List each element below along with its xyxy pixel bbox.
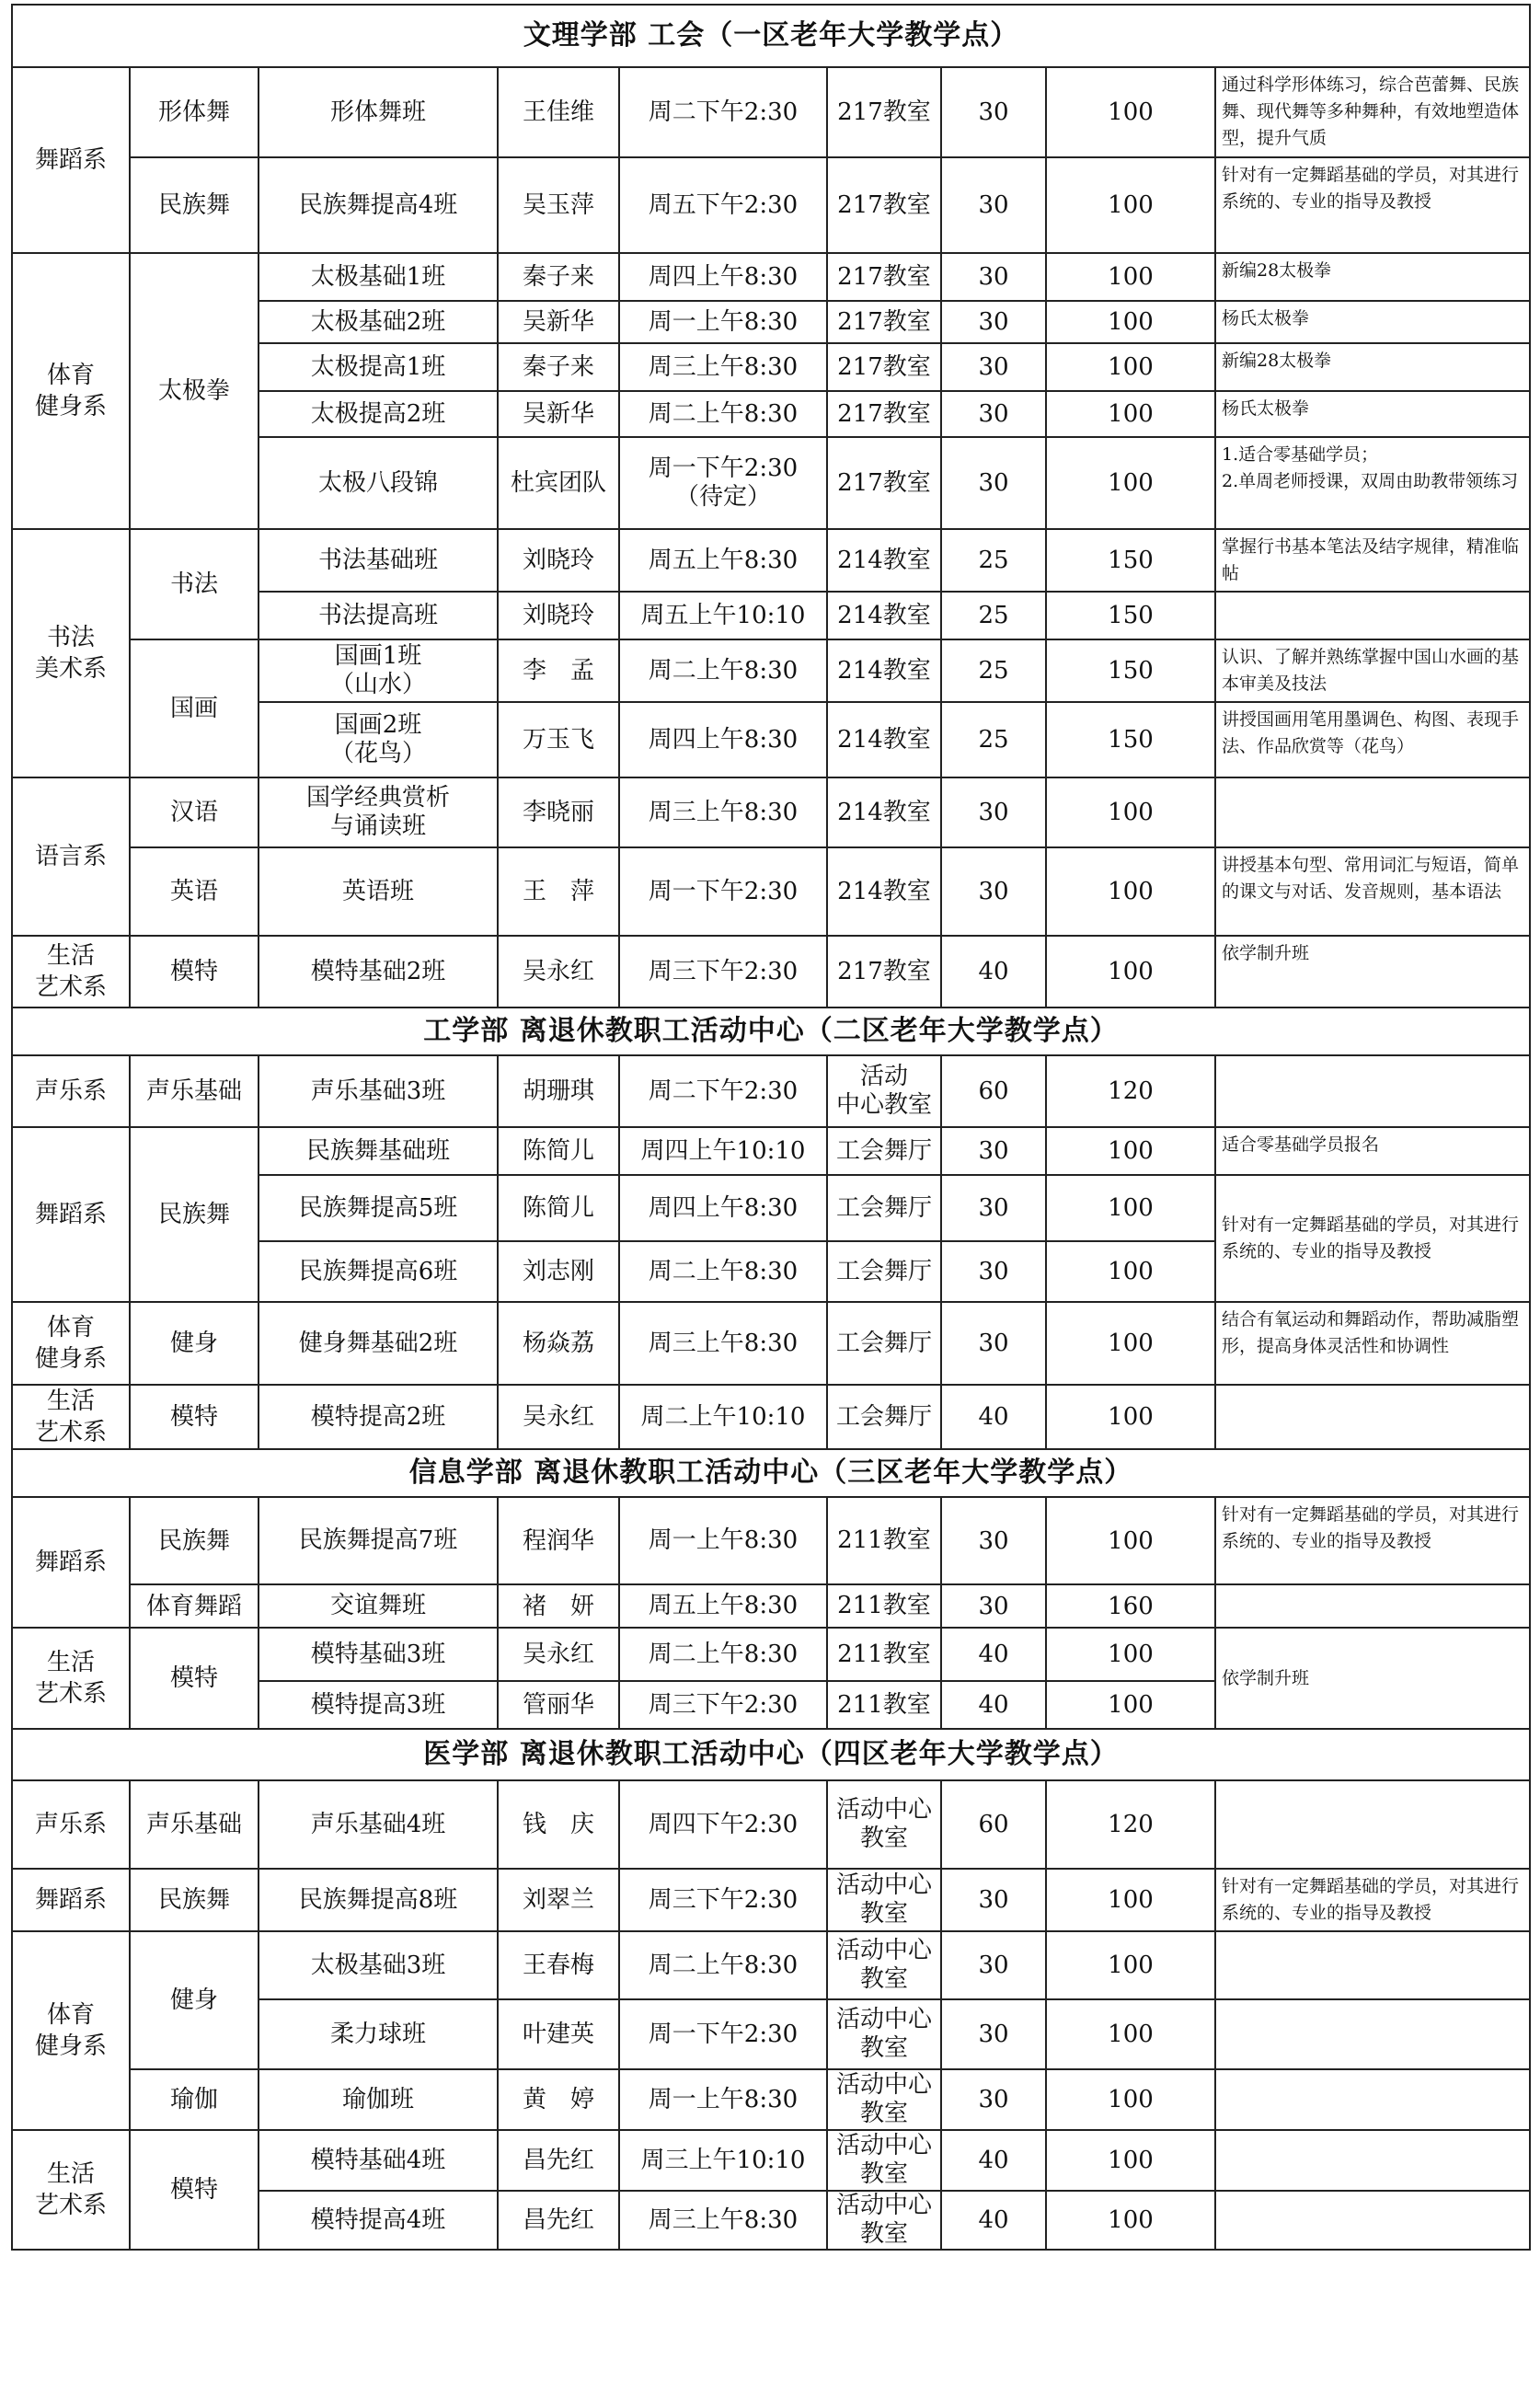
- note-cell: 新编28太极拳: [1215, 343, 1530, 391]
- note-cell: 1.适合零基础学员； 2.单周老师授课，双周由助教带领练习: [1215, 437, 1530, 529]
- table-row: [12, 1127, 1530, 1175]
- note-cell: [1215, 1780, 1530, 1869]
- department-cell: 书法 美术系: [12, 529, 130, 777]
- room-cell: 217教室: [827, 253, 941, 301]
- department-cell: 声乐系: [12, 1780, 130, 1869]
- department-cell: 舞蹈系: [12, 67, 130, 253]
- section-header-row: [12, 1729, 1530, 1780]
- hours-cell: 40: [941, 2191, 1046, 2250]
- table-row: [12, 529, 1530, 592]
- major-cell: 国画: [130, 639, 259, 777]
- fee-cell: 100: [1046, 391, 1215, 437]
- section-header-row: [12, 1449, 1530, 1497]
- fee-cell: 100: [1046, 2191, 1215, 2250]
- time-cell: 周一下午2:30 （待定）: [619, 437, 827, 529]
- time-cell: 周四上午10:10: [619, 1127, 827, 1175]
- major-cell: 民族舞: [130, 1869, 259, 1931]
- time-cell: 周四下午2:30: [619, 1780, 827, 1869]
- teacher-cell: 刘晓玲: [498, 592, 619, 639]
- time-cell: 周五下午2:30: [619, 157, 827, 253]
- fee-cell: 100: [1046, 1497, 1215, 1584]
- fee-cell: 100: [1046, 1241, 1215, 1302]
- hours-cell: 30: [941, 253, 1046, 301]
- class-name-cell: 民族舞提高7班: [259, 1497, 498, 1584]
- table-row: [12, 2069, 1530, 2130]
- time-cell: 周一下午2:30: [619, 1999, 827, 2069]
- hours-cell: 30: [941, 1127, 1046, 1175]
- fee-cell: 100: [1046, 2130, 1215, 2191]
- note-cell: 针对有一定舞蹈基础的学员，对其进行系统的、专业的指导及教授: [1215, 1869, 1530, 1931]
- note-cell: 依学制升班: [1215, 936, 1530, 1008]
- major-cell: 瑜伽: [130, 2069, 259, 2130]
- room-cell: 214教室: [827, 847, 941, 936]
- teacher-cell: 杜宾团队: [498, 437, 619, 529]
- table-row: [12, 1780, 1530, 1869]
- fee-cell: 100: [1046, 157, 1215, 253]
- major-cell: 体育舞蹈: [130, 1584, 259, 1628]
- hours-cell: 40: [941, 1385, 1046, 1449]
- teacher-cell: 刘晓玲: [498, 529, 619, 592]
- time-cell: 周三下午2:30: [619, 1681, 827, 1729]
- class-name-cell: 柔力球班: [259, 1999, 498, 2069]
- time-cell: 周四上午8:30: [619, 253, 827, 301]
- major-cell: 形体舞: [130, 67, 259, 157]
- table-row: [12, 1302, 1530, 1385]
- section-title: 文理学部 工会（一区老年大学教学点）: [12, 5, 1530, 67]
- table-row: [12, 1869, 1530, 1931]
- class-name-cell: 太极基础2班: [259, 301, 498, 343]
- time-cell: 周二下午2:30: [619, 1055, 827, 1127]
- department-cell: 声乐系: [12, 1055, 130, 1127]
- room-cell: 工会舞厅: [827, 1385, 941, 1449]
- fee-cell: 100: [1046, 1931, 1215, 1999]
- time-cell: 周二上午8:30: [619, 1628, 827, 1681]
- fee-cell: 150: [1046, 702, 1215, 777]
- time-cell: 周三上午8:30: [619, 343, 827, 391]
- teacher-cell: 管丽华: [498, 1681, 619, 1729]
- fee-cell: 160: [1046, 1584, 1215, 1628]
- table-row: [12, 639, 1530, 702]
- note-cell: 针对有一定舞蹈基础的学员，对其进行系统的、专业的指导及教授: [1215, 157, 1530, 253]
- hours-cell: 25: [941, 529, 1046, 592]
- note-cell: [1215, 1385, 1530, 1449]
- time-cell: 周一下午2:30: [619, 847, 827, 936]
- fee-cell: 100: [1046, 437, 1215, 529]
- hours-cell: 40: [941, 936, 1046, 1008]
- note-cell: 讲授基本句型、常用词汇与短语，简单的课文与对话、发音规则，基本语法: [1215, 847, 1530, 936]
- hours-cell: 30: [941, 67, 1046, 157]
- note-cell: [1215, 592, 1530, 639]
- class-name-cell: 交谊舞班: [259, 1584, 498, 1628]
- table-row: [12, 1584, 1530, 1628]
- teacher-cell: 钱 庆: [498, 1780, 619, 1869]
- note-cell: [1215, 2191, 1530, 2250]
- department-cell: 生活 艺术系: [12, 1628, 130, 1729]
- note-cell: [1215, 1931, 1530, 1999]
- table-row: [12, 777, 1530, 847]
- table-row: [12, 1385, 1530, 1449]
- department-cell: 体育 健身系: [12, 1302, 130, 1385]
- major-cell: 声乐基础: [130, 1055, 259, 1127]
- hours-cell: 40: [941, 1681, 1046, 1729]
- room-cell: 217教室: [827, 67, 941, 157]
- teacher-cell: 程润华: [498, 1497, 619, 1584]
- teacher-cell: 万玉飞: [498, 702, 619, 777]
- class-name-cell: 民族舞提高5班: [259, 1175, 498, 1241]
- class-name-cell: 形体舞班: [259, 67, 498, 157]
- time-cell: 周一上午8:30: [619, 2069, 827, 2130]
- table-row: [12, 157, 1530, 253]
- department-cell: 体育 健身系: [12, 253, 130, 529]
- class-name-cell: 模特提高3班: [259, 1681, 498, 1729]
- note-cell: [1215, 777, 1530, 847]
- hours-cell: 30: [941, 391, 1046, 437]
- time-cell: 周五上午10:10: [619, 592, 827, 639]
- fee-cell: 100: [1046, 1628, 1215, 1681]
- time-cell: 周二上午8:30: [619, 1241, 827, 1302]
- fee-cell: 100: [1046, 2069, 1215, 2130]
- hours-cell: 40: [941, 2130, 1046, 2191]
- room-cell: 217教室: [827, 157, 941, 253]
- room-cell: 工会舞厅: [827, 1302, 941, 1385]
- hours-cell: 30: [941, 437, 1046, 529]
- teacher-cell: 吴新华: [498, 301, 619, 343]
- teacher-cell: 李晓丽: [498, 777, 619, 847]
- room-cell: 211教室: [827, 1681, 941, 1729]
- class-name-cell: 太极基础3班: [259, 1931, 498, 1999]
- department-cell: 生活 艺术系: [12, 1385, 130, 1449]
- hours-cell: 30: [941, 1175, 1046, 1241]
- teacher-cell: 秦子来: [498, 253, 619, 301]
- note-cell: [1215, 1584, 1530, 1628]
- note-cell: 针对有一定舞蹈基础的学员，对其进行系统的、专业的指导及教授: [1215, 1175, 1530, 1302]
- class-name-cell: 太极八段锦: [259, 437, 498, 529]
- note-cell: 新编28太极拳: [1215, 253, 1530, 301]
- teacher-cell: 王佳维: [498, 67, 619, 157]
- teacher-cell: 秦子来: [498, 343, 619, 391]
- room-cell: 工会舞厅: [827, 1127, 941, 1175]
- hours-cell: 30: [941, 301, 1046, 343]
- room-cell: 211教室: [827, 1584, 941, 1628]
- room-cell: 214教室: [827, 529, 941, 592]
- room-cell: 217教室: [827, 343, 941, 391]
- teacher-cell: 陈简儿: [498, 1175, 619, 1241]
- teacher-cell: 褚 妍: [498, 1584, 619, 1628]
- room-cell: 214教室: [827, 777, 941, 847]
- teacher-cell: 王 萍: [498, 847, 619, 936]
- hours-cell: 60: [941, 1780, 1046, 1869]
- major-cell: 模特: [130, 936, 259, 1008]
- department-cell: 语言系: [12, 777, 130, 936]
- room-cell: 211教室: [827, 1497, 941, 1584]
- hours-cell: 60: [941, 1055, 1046, 1127]
- department-cell: 舞蹈系: [12, 1497, 130, 1628]
- teacher-cell: 吴新华: [498, 391, 619, 437]
- room-cell: 217教室: [827, 301, 941, 343]
- class-name-cell: 英语班: [259, 847, 498, 936]
- table-row: [12, 1628, 1530, 1681]
- fee-cell: 120: [1046, 1780, 1215, 1869]
- section-header-row: [12, 1008, 1530, 1055]
- major-cell: 健身: [130, 1302, 259, 1385]
- major-cell: 模特: [130, 1628, 259, 1729]
- major-cell: 健身: [130, 1931, 259, 2069]
- time-cell: 周三下午2:30: [619, 1869, 827, 1931]
- note-cell: 结合有氧运动和舞蹈动作，帮助减脂塑形，提高身体灵活性和协调性: [1215, 1302, 1530, 1385]
- class-name-cell: 民族舞提高4班: [259, 157, 498, 253]
- table-row: [12, 253, 1530, 301]
- class-name-cell: 模特提高2班: [259, 1385, 498, 1449]
- teacher-cell: 杨焱荔: [498, 1302, 619, 1385]
- class-name-cell: 太极基础1班: [259, 253, 498, 301]
- room-cell: 活动中心 教室: [827, 2191, 941, 2250]
- note-cell: 适合零基础学员报名: [1215, 1127, 1530, 1175]
- room-cell: 工会舞厅: [827, 1175, 941, 1241]
- table-row: [12, 936, 1530, 1008]
- note-cell: 掌握行书基本笔法及结字规律，精准临帖: [1215, 529, 1530, 592]
- class-name-cell: 书法提高班: [259, 592, 498, 639]
- fee-cell: 100: [1046, 936, 1215, 1008]
- hours-cell: 30: [941, 1931, 1046, 1999]
- room-cell: 214教室: [827, 592, 941, 639]
- room-cell: 活动 中心教室: [827, 1055, 941, 1127]
- fee-cell: 100: [1046, 1175, 1215, 1241]
- time-cell: 周一上午8:30: [619, 301, 827, 343]
- class-name-cell: 声乐基础4班: [259, 1780, 498, 1869]
- time-cell: 周二上午8:30: [619, 1931, 827, 1999]
- teacher-cell: 叶建英: [498, 1999, 619, 2069]
- fee-cell: 100: [1046, 1127, 1215, 1175]
- class-name-cell: 模特基础4班: [259, 2130, 498, 2191]
- time-cell: 周五上午8:30: [619, 529, 827, 592]
- time-cell: 周二上午10:10: [619, 1385, 827, 1449]
- table-row: [12, 1055, 1530, 1127]
- department-cell: 体育 健身系: [12, 1931, 130, 2130]
- class-name-cell: 声乐基础3班: [259, 1055, 498, 1127]
- fee-cell: 100: [1046, 847, 1215, 936]
- class-name-cell: 民族舞提高6班: [259, 1241, 498, 1302]
- note-cell: 讲授国画用笔用墨调色、构图、表现手法、作品欣赏等（花鸟）: [1215, 702, 1530, 777]
- major-cell: 太极拳: [130, 253, 259, 529]
- teacher-cell: 胡珊琪: [498, 1055, 619, 1127]
- room-cell: 活动中心 教室: [827, 1869, 941, 1931]
- class-name-cell: 太极提高1班: [259, 343, 498, 391]
- major-cell: 模特: [130, 2130, 259, 2250]
- table-row: [12, 847, 1530, 936]
- major-cell: 书法: [130, 529, 259, 639]
- hours-cell: 30: [941, 1999, 1046, 2069]
- fee-cell: 100: [1046, 67, 1215, 157]
- major-cell: 英语: [130, 847, 259, 936]
- note-cell: 杨氏太极拳: [1215, 391, 1530, 437]
- course-schedule-table: [11, 4, 1531, 2251]
- hours-cell: 30: [941, 1869, 1046, 1931]
- teacher-cell: 黄 婷: [498, 2069, 619, 2130]
- room-cell: 217教室: [827, 437, 941, 529]
- time-cell: 周一上午8:30: [619, 1497, 827, 1584]
- fee-cell: 100: [1046, 1999, 1215, 2069]
- class-name-cell: 瑜伽班: [259, 2069, 498, 2130]
- room-cell: 活动中心 教室: [827, 2069, 941, 2130]
- department-cell: 生活 艺术系: [12, 936, 130, 1008]
- table-row: [12, 1497, 1530, 1584]
- time-cell: 周三上午8:30: [619, 777, 827, 847]
- time-cell: 周二下午2:30: [619, 67, 827, 157]
- note-cell: 针对有一定舞蹈基础的学员，对其进行系统的、专业的指导及教授: [1215, 1497, 1530, 1584]
- note-cell: [1215, 1055, 1530, 1127]
- class-name-cell: 国画2班 （花鸟）: [259, 702, 498, 777]
- hours-cell: 30: [941, 847, 1046, 936]
- department-cell: 舞蹈系: [12, 1869, 130, 1931]
- fee-cell: 100: [1046, 343, 1215, 391]
- hours-cell: 25: [941, 592, 1046, 639]
- time-cell: 周三上午8:30: [619, 2191, 827, 2250]
- time-cell: 周五上午8:30: [619, 1584, 827, 1628]
- department-cell: 生活 艺术系: [12, 2130, 130, 2250]
- note-cell: 杨氏太极拳: [1215, 301, 1530, 343]
- major-cell: 声乐基础: [130, 1780, 259, 1869]
- room-cell: 217教室: [827, 936, 941, 1008]
- room-cell: 211教室: [827, 1628, 941, 1681]
- class-name-cell: 模特基础3班: [259, 1628, 498, 1681]
- section-title: 信息学部 离退休教职工活动中心（三区老年大学教学点）: [12, 1449, 1530, 1497]
- hours-cell: 30: [941, 1584, 1046, 1628]
- major-cell: 民族舞: [130, 1497, 259, 1584]
- note-cell: [1215, 2130, 1530, 2191]
- fee-cell: 120: [1046, 1055, 1215, 1127]
- fee-cell: 100: [1046, 301, 1215, 343]
- class-name-cell: 模特基础2班: [259, 936, 498, 1008]
- teacher-cell: 李 孟: [498, 639, 619, 702]
- fee-cell: 150: [1046, 592, 1215, 639]
- fee-cell: 100: [1046, 1869, 1215, 1931]
- fee-cell: 100: [1046, 777, 1215, 847]
- room-cell: 活动中心 教室: [827, 1931, 941, 1999]
- hours-cell: 25: [941, 639, 1046, 702]
- teacher-cell: 陈简儿: [498, 1127, 619, 1175]
- fee-cell: 100: [1046, 1681, 1215, 1729]
- major-cell: 民族舞: [130, 1127, 259, 1302]
- table-row: [12, 1931, 1530, 1999]
- fee-cell: 150: [1046, 529, 1215, 592]
- room-cell: 活动中心 教室: [827, 2130, 941, 2191]
- hours-cell: 30: [941, 1302, 1046, 1385]
- teacher-cell: 刘志刚: [498, 1241, 619, 1302]
- section-title: 工学部 离退休教职工活动中心（二区老年大学教学点）: [12, 1008, 1530, 1055]
- fee-cell: 150: [1046, 639, 1215, 702]
- room-cell: 214教室: [827, 702, 941, 777]
- note-cell: [1215, 2069, 1530, 2130]
- teacher-cell: 王春梅: [498, 1931, 619, 1999]
- time-cell: 周三下午2:30: [619, 936, 827, 1008]
- hours-cell: 30: [941, 343, 1046, 391]
- fee-cell: 100: [1046, 253, 1215, 301]
- teacher-cell: 吴永红: [498, 1628, 619, 1681]
- table-row: [12, 67, 1530, 157]
- note-cell: 依学制升班: [1215, 1628, 1530, 1729]
- section-title: 医学部 离退休教职工活动中心（四区老年大学教学点）: [12, 1729, 1530, 1780]
- time-cell: 周二上午8:30: [619, 639, 827, 702]
- class-name-cell: 国学经典赏析 与诵读班: [259, 777, 498, 847]
- class-name-cell: 健身舞基础2班: [259, 1302, 498, 1385]
- hours-cell: 30: [941, 2069, 1046, 2130]
- time-cell: 周四上午8:30: [619, 702, 827, 777]
- major-cell: 民族舞: [130, 157, 259, 253]
- time-cell: 周二上午8:30: [619, 391, 827, 437]
- class-name-cell: 民族舞提高8班: [259, 1869, 498, 1931]
- class-name-cell: 书法基础班: [259, 529, 498, 592]
- fee-cell: 100: [1046, 1385, 1215, 1449]
- class-name-cell: 模特提高4班: [259, 2191, 498, 2250]
- table-row: [12, 2130, 1530, 2191]
- time-cell: 周三上午10:10: [619, 2130, 827, 2191]
- room-cell: 217教室: [827, 391, 941, 437]
- room-cell: 214教室: [827, 639, 941, 702]
- major-cell: 汉语: [130, 777, 259, 847]
- teacher-cell: 刘翠兰: [498, 1869, 619, 1931]
- teacher-cell: 吴永红: [498, 936, 619, 1008]
- department-cell: 舞蹈系: [12, 1127, 130, 1302]
- note-cell: 通过科学形体练习，综合芭蕾舞、民族舞、现代舞等多种舞种，有效地塑造体型，提升气质: [1215, 67, 1530, 157]
- section-header-row: [12, 5, 1530, 67]
- room-cell: 工会舞厅: [827, 1241, 941, 1302]
- room-cell: 活动中心 教室: [827, 1780, 941, 1869]
- major-cell: 模特: [130, 1385, 259, 1449]
- teacher-cell: 吴永红: [498, 1385, 619, 1449]
- class-name-cell: 民族舞基础班: [259, 1127, 498, 1175]
- hours-cell: 25: [941, 702, 1046, 777]
- class-name-cell: 太极提高2班: [259, 391, 498, 437]
- teacher-cell: 吴玉萍: [498, 157, 619, 253]
- hours-cell: 30: [941, 1497, 1046, 1584]
- hours-cell: 30: [941, 157, 1046, 253]
- hours-cell: 30: [941, 777, 1046, 847]
- hours-cell: 30: [941, 1241, 1046, 1302]
- fee-cell: 100: [1046, 1302, 1215, 1385]
- teacher-cell: 昌先红: [498, 2130, 619, 2191]
- note-cell: 认识、了解并熟练掌握中国山水画的基本审美及技法: [1215, 639, 1530, 702]
- hours-cell: 40: [941, 1628, 1046, 1681]
- time-cell: 周四上午8:30: [619, 1175, 827, 1241]
- time-cell: 周三上午8:30: [619, 1302, 827, 1385]
- teacher-cell: 昌先红: [498, 2191, 619, 2250]
- note-cell: [1215, 1999, 1530, 2069]
- class-name-cell: 国画1班 （山水）: [259, 639, 498, 702]
- room-cell: 活动中心 教室: [827, 1999, 941, 2069]
